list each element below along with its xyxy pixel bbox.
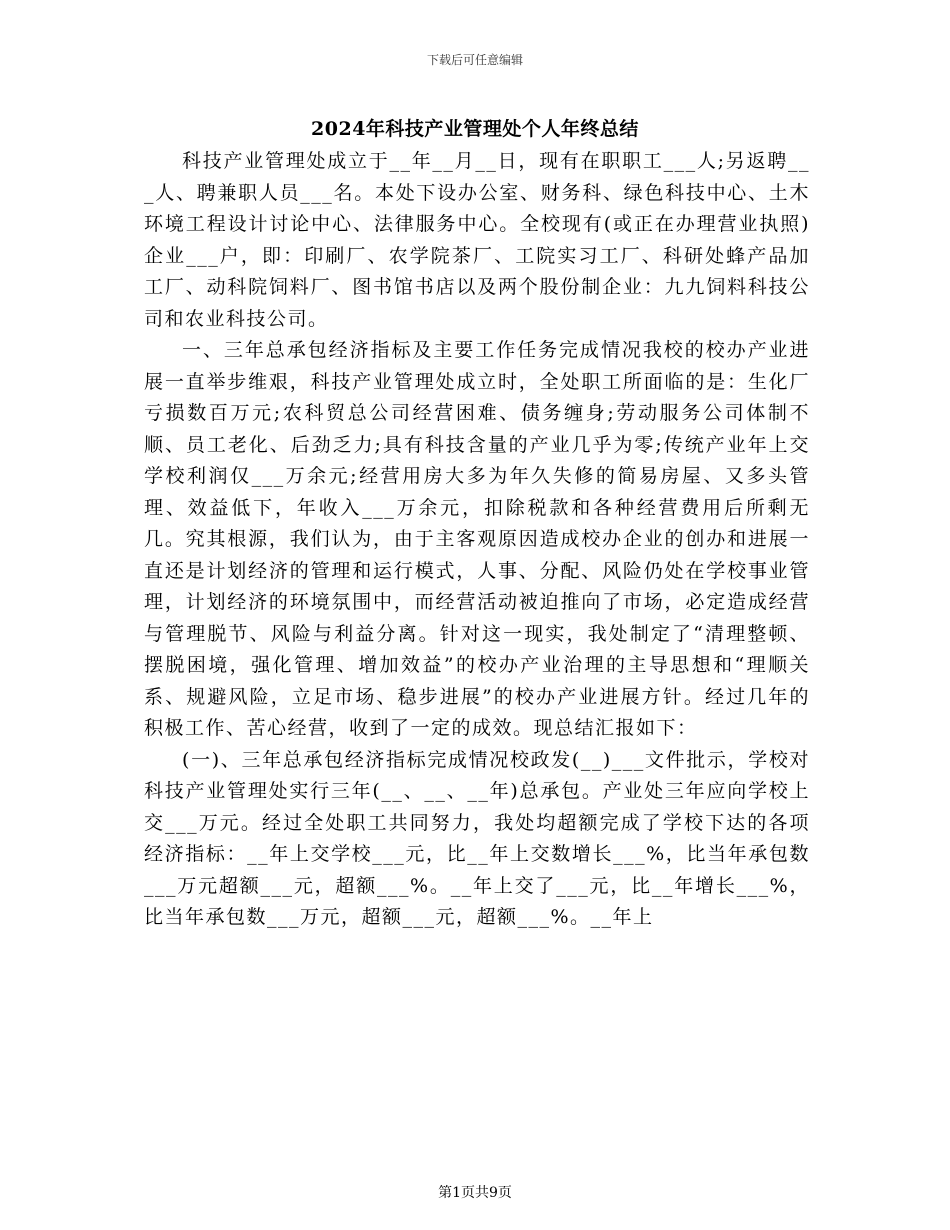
page-header-note: 下载后可任意编辑 — [426, 53, 523, 67]
paragraph-section-one: 一、三年总承包经济指标及主要工作任务完成情况我校的校办产业进展一直举步维艰，科技产业管理处成立时，全处职工所面临的是：生化厂亏损数百万元;农科贸总公司经营困难、债务缠身;劳动服务公司体制不顺、员工老化、后劲乏力;具有科技含量的产业几乎为零;传统产业年上交学校利润仅___万余元;经营用房大多为年久失修的简易房屋、又多头管理、效益低下，年收入___万余元，扣除税款和各种经营费用后所剩无几。究其根源，我们认为，由于主客观原因造成校办企业的创办和进展一直还是计划经济的管理和运行模式，人事、分配、风险仍处在学校事业管理，计划经济的环境氛围中，而经营活动被迫推向了市场，必定造成经营与管理脱节、风险与利益分离。针对这一现实，我处制定了“清理整顿、摆脱困境，强化管理、增加效益”的校办产业治理的主导思想和“理顺关系、规避风险，立足市场、稳步进展”的校办产业进展方针。经过几年的积极工作、苦心经营，收到了一定的成效。现总结汇报如下： — [144, 339, 810, 739]
paragraph-subsection-one: (一)、三年总承包经济指标完成情况校政发(__)___文件批示，学校对科技产业管理处实行三年(__、__、__年)总承包。产业处三年应向学校上交___万元。经过全处职工共同努力，我处均超额完成了学校下达的各项经济指标：__年上交学校___元，比__年上交数增长___%，比当年承包数___万元超额___元，超额___%。__年上交了___元，比__年增长___%，比当年承包数___万元，超额___元，超额___%。__年上 — [144, 748, 810, 928]
page-number: 第1页共9页 — [438, 1185, 512, 1201]
document-body — [144, 146, 810, 934]
document-title: 2024年科技产业管理处个人年终总结 — [311, 118, 639, 140]
paragraph-intro: 科技产业管理处成立于__年__月__日，现有在职职工___人;另返聘___人、聘兼职人员___名。本处下设办公室、财务科、绿色科技中心、土木环境工程设计讨论中心、法律服务中心。全校现有(或正在办理营业执照)企业___户，即：印刷厂、农学院茶厂、工院实习工厂、科研处蜂产品加工厂、动科院饲料厂、图书馆书店以及两个股份制企业：九九饲料科技公司和农业科技公司。 — [144, 150, 810, 330]
